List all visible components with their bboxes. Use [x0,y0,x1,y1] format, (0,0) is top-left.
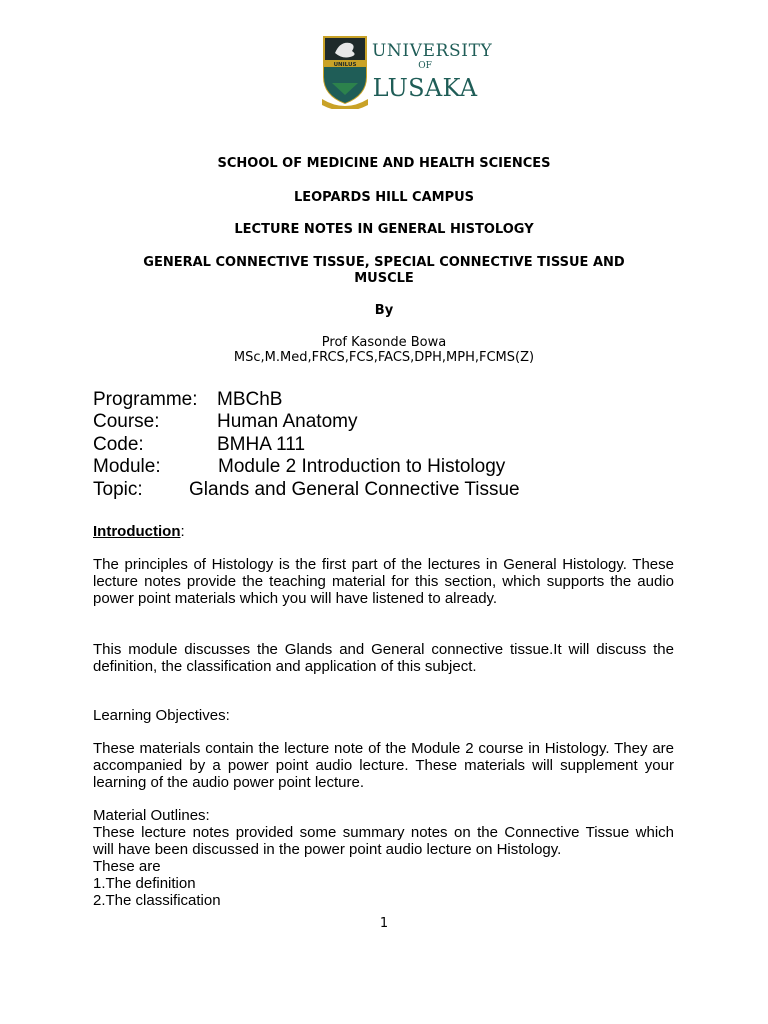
logo-line-lusaka: LUSAKA [372,74,478,102]
topic-value: Glands and General Connective Tissue [189,479,520,500]
university-logo [320,33,493,109]
page-number: 1 [379,916,389,931]
logo-line-of: OF [418,61,432,71]
course-row [93,411,358,433]
code-row [93,434,306,456]
notes-heading: LECTURE NOTES IN GENERAL HISTOLOGY [234,222,534,237]
course-label: Course: [93,411,160,432]
school-heading: SCHOOL OF MEDICINE AND HEALTH SCIENCES [217,156,551,171]
topic-row [93,479,520,501]
crest-label: UNILUS [333,62,357,68]
module-row [93,456,506,478]
logo-line-university: UNIVERSITY [372,41,493,61]
author-name: Prof Kasonde Bowa [321,335,447,350]
module-value: Module 2 Introduction to Histology [218,456,506,477]
module-label: Module: [93,456,161,477]
paragraph-materials: These materials contain the lecture note of the Module 2 course in Histology. They are accompanied by a power point audio lecture. These materials will supplement your learning of the audio power point lecture. [93,740,674,791]
paragraph-outlines: These lecture notes provided some summary notes on the Connective Tissue which will have been discussed in the power point audio lecture on Histology. [93,824,674,858]
programme-label: Programme: [93,389,198,410]
title-heading-line1: GENERAL CONNECTIVE TISSUE, SPECIAL CONNECTIVE TISSUE AND [143,255,625,270]
paragraph-module: This module discusses the Glands and General connective tissue.It will discuss the definition, the classification and application of this subject. [93,641,674,675]
outline-item-2: 2.The classification [93,892,221,909]
programme-value: MBChB [217,389,283,410]
introduction-heading [93,523,674,540]
course-value: Human Anatomy [217,411,358,432]
introduction-colon: : [180,523,185,540]
crest-icon [320,33,370,109]
material-outlines-heading: Material Outlines: [93,807,210,824]
campus-heading: LEOPARDS HILL CAMPUS [293,190,475,205]
title-heading-line2: MUSCLE [354,271,414,286]
topic-label: Topic: [93,479,143,500]
these-are-text: These are [93,858,161,875]
code-value: BMHA 111 [217,434,306,455]
learning-objectives-heading: Learning Objectives: [93,707,230,724]
by-heading: By [374,303,394,318]
paragraph-principles: The principles of Histology is the first part of the lectures in General Histology. These lecture notes provide the teaching material for this section, which supports the audio power point materials which you will have listened to already. [93,556,674,607]
programme-row [93,389,283,411]
author-credentials: MSc,M.Med,FRCS,FCS,FACS,DPH,MPH,FCMS(Z) [233,350,535,365]
introduction-heading-text: Introduction [93,523,181,540]
outline-item-1: 1.The definition [93,875,196,892]
code-label: Code: [93,434,144,455]
